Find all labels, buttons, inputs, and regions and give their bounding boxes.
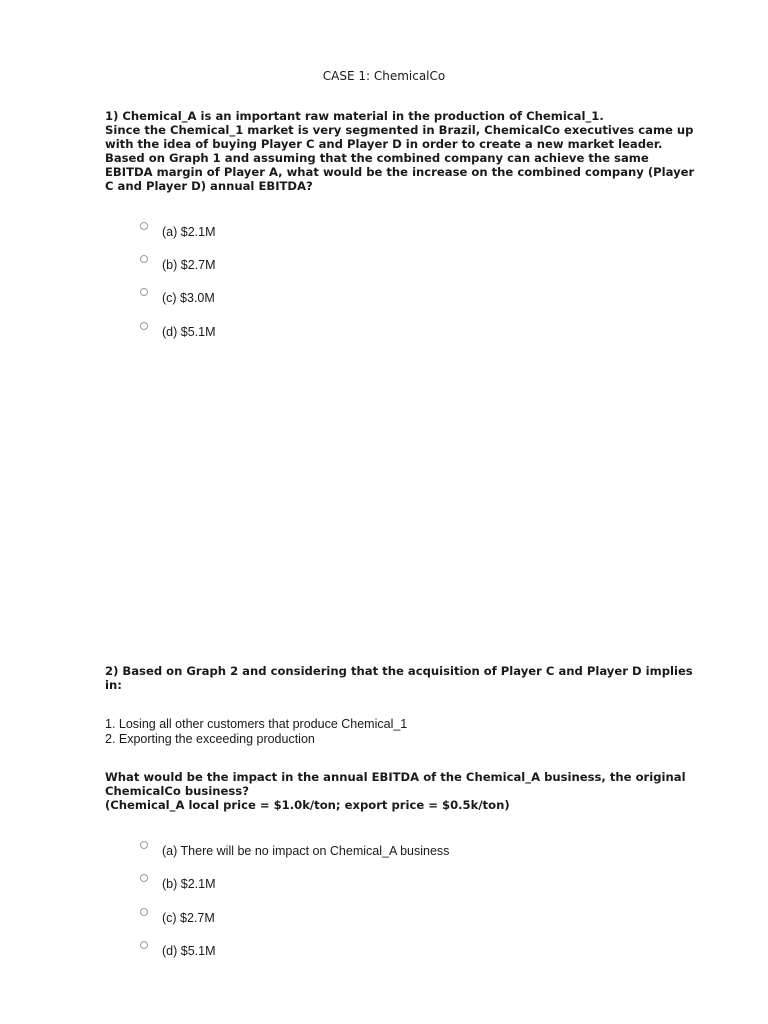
- text-line: 1) Chemical_A is an important raw material in the production of Chemical_1.: [105, 109, 604, 123]
- option-label: (b) $2.7M: [162, 258, 216, 272]
- text-line: (Chemical_A local price = $1.0k/ton; export price = $0.5k/ton): [105, 798, 510, 812]
- q2-option-d[interactable]: [140, 941, 216, 957]
- q1-option-c[interactable]: [140, 288, 215, 304]
- radio-button-icon[interactable]: [140, 322, 148, 330]
- q2-implication-list: [105, 717, 715, 746]
- list-item: 1. Losing all other customers that produce Chemical_1: [105, 717, 408, 731]
- text-line: ChemicalCo business?: [105, 784, 249, 798]
- text-line: 2) Based on Graph 2 and considering that the acquisition of Player C and Player D implies: [105, 664, 693, 678]
- option-label: (a) $2.1M: [162, 225, 216, 239]
- option-label: (a) There will be no impact on Chemical_A business: [162, 844, 450, 858]
- text-line: EBITDA margin of Player A, what would be the increase on the combined company (Player: [105, 165, 695, 179]
- q1-option-a[interactable]: [140, 222, 216, 238]
- option-label: (c) $3.0M: [162, 291, 215, 305]
- option-label: (b) $2.1M: [162, 877, 216, 891]
- radio-button-icon[interactable]: [140, 908, 148, 916]
- text-line: Based on Graph 1 and assuming that the combined company can achieve the same: [105, 151, 649, 165]
- radio-button-icon[interactable]: [140, 222, 148, 230]
- radio-button-icon[interactable]: [140, 288, 148, 296]
- option-label: (d) $5.1M: [162, 944, 216, 958]
- text-line: What would be the impact in the annual EBITDA of the Chemical_A business, the original: [105, 770, 686, 784]
- q1-option-b[interactable]: [140, 255, 216, 271]
- option-label: (d) $5.1M: [162, 325, 216, 339]
- text-line: C and Player D) annual EBITDA?: [105, 179, 313, 193]
- question-2-prompt: [105, 770, 715, 812]
- radio-button-icon[interactable]: [140, 255, 148, 263]
- question-1-text: [105, 109, 715, 193]
- option-label: (c) $2.7M: [162, 911, 215, 925]
- question-2-text: [105, 664, 715, 692]
- radio-button-icon[interactable]: [140, 874, 148, 882]
- text-line: in:: [105, 678, 122, 692]
- q2-option-b[interactable]: [140, 874, 216, 890]
- text-line: Since the Chemical_1 market is very segmented in Brazil, ChemicalCo executives came up: [105, 123, 694, 137]
- case-title: CASE 1: ChemicalCo: [322, 69, 446, 83]
- list-item: 2. Exporting the exceeding production: [105, 731, 315, 746]
- radio-button-icon[interactable]: [140, 941, 148, 949]
- text-line: with the idea of buying Player C and Player D in order to create a new market leader.: [105, 137, 663, 151]
- q2-option-c[interactable]: [140, 908, 215, 924]
- radio-button-icon[interactable]: [140, 841, 148, 849]
- q1-option-d[interactable]: [140, 322, 216, 338]
- q2-option-a[interactable]: [140, 841, 449, 857]
